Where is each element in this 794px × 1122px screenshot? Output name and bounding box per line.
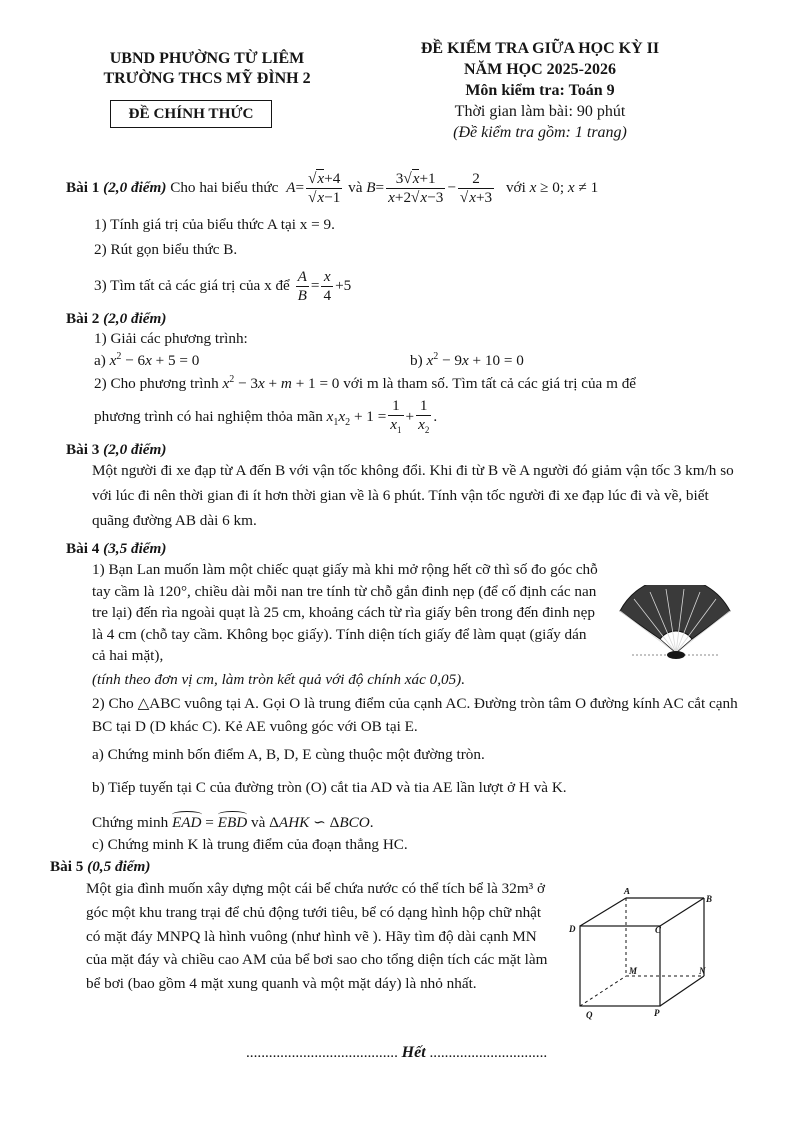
bai3-text: Một người đi xe đạp từ A đến B với vận tốc không đổi. Khi đi từ B về A người đó giảm vận tốc 3 km/h so với lúc đi nên thời gian đi ít hơn thời gian về là 6 phút. Tính vận tốc người đi xe đạp lúc đi và về, biết quãng đường AB dài 6 km.	[92, 462, 734, 529]
bai4-part1-note: (tính theo đơn vị cm, làm tròn kết quả với độ chính xác 0,05).	[92, 671, 466, 688]
end-dots-right: ...............................	[429, 1044, 548, 1061]
label-b: B	[706, 894, 713, 904]
bai5-title: Bài 5	[50, 858, 84, 875]
label-p: P	[654, 1008, 660, 1018]
expr-b-part1: $\frac{3√x+1}{x+2√x-3}$	[388, 170, 444, 207]
bai1-q3: 3) Tìm tất cả các giá trị của x để	[94, 277, 290, 294]
bai1-q2: 2) Rút gọn biểu thức B.	[94, 241, 238, 258]
bai1-intro-line: Bài 1 (2,0 điểm) Cho hai biểu thức A= $\frac{√x+4}{√x-1}$ và B= $\frac{3√x+1}{x+2√x-3}$ − $\frac{2}{√x+3}$ với x ≥ 0; x ≠ 1	[66, 170, 599, 207]
expr-b-part2: $\frac{2}{√x+3}$	[459, 170, 493, 207]
bai1-q1: 1) Tính giá trị của biểu thức A tại x = 9.	[94, 216, 335, 233]
school-year: NĂM HỌC 2025-2026	[464, 61, 616, 78]
label-a: A	[624, 888, 631, 896]
label-n: N	[699, 966, 706, 976]
bai1-cond: với	[505, 179, 526, 196]
bai2-q1b: b) $x^2 - 9x + 10 = 0$	[410, 351, 524, 370]
end-word: Hết	[401, 1044, 426, 1061]
duration: Thời gian làm bài: 90 phút	[454, 103, 626, 120]
official-label: ĐỀ CHÍNH THỨC	[128, 105, 254, 122]
label-m: M	[629, 966, 638, 976]
header-school: TRƯỜNG THCS MỸ ĐÌNH 2	[103, 70, 311, 87]
bai3-heading	[66, 441, 166, 459]
bai3-title: Bài 3	[66, 441, 100, 458]
bai4-title: Bài 4	[66, 540, 100, 557]
bai1-and: và	[348, 179, 363, 196]
bai2-points: (2,0 điểm)	[103, 310, 167, 327]
bai5-points: (0,5 điểm)	[87, 858, 151, 875]
expr-a: $\frac{√x+4}{√x-1}$	[308, 170, 341, 207]
bai2-q1a: a) $x^2 - 6x + 5 = 0$	[94, 351, 200, 370]
end-marker	[246, 1044, 547, 1062]
label-q: Q	[586, 1010, 593, 1020]
bai4-part2b-proof: Chứng minh EAD = EBD và ΔAHK ∽ ΔBCO.	[92, 814, 374, 831]
bai2-q2-line2: phương trình có hai nghiệm thỏa mãn $x_1x_2 + 1$ = $\frac{1}{x_1}$ + $\frac{1}{x_2}$ .	[94, 396, 438, 435]
end-dots-left: ........................................	[246, 1044, 398, 1061]
bai4-points: (3,5 điểm)	[103, 540, 167, 557]
bai4-part1-text: 1) Bạn Lan muốn làm một chiếc quạt giấy mà khi mở rộng hết cỡ thì số đo góc chỗ tay cầm là 120°, chiều dài mỗi nan tre tính từ chỗ gắn đinh nẹp (để cố định các nan tre lại) đến rìa ngoài quạt là 25 cm, khoảng cách từ rìa giấy bên trong đến đinh nẹp là 4 cm (chỗ tay cầm. Không bọc giấy). Tính diện tích giấy để làm quạt (giấy dán cả hai mặt),	[92, 561, 598, 664]
subject: Môn kiểm tra: Toán 9	[465, 82, 615, 99]
bai1-points: (2,0 điểm)	[103, 179, 167, 196]
bai1-q3-line: 3) Tìm tất cả các giá trị của x để $\frac{A}{B}$ = $\frac{x}{4}$ +5	[94, 268, 352, 305]
bai4-part2c: c) Chứng minh K là trung điểm của đoạn thẳng HC.	[92, 836, 408, 853]
bai2-heading	[66, 310, 166, 328]
bai5-text: Một gia đình muốn xây dựng một cái bể chứa nước có thể tích bể là 32m³ ở góc một khu trang trại để chủ động tưới tiêu, bể có dạng hình hộp chữ nhật có mặt đáy MNPQ là hình vuông (như hình vẽ ). Hãy tìm độ dài cạnh MN của mặt đáy và chiều cao AM của bể bơi sao cho tổng diện tích các mặt làm bể bơi (bao gồm 4 mặt xung quanh và một mặt dáy) là nhỏ nhất.	[86, 880, 548, 993]
bai1-title: Bài 1	[66, 179, 100, 196]
label-c: C	[655, 925, 662, 935]
label-d: D	[569, 924, 576, 934]
bai2-q2: 2) Cho phương trình $x^2 - 3x + m + 1 = 0$ với m là tham số. Tìm tất cả các giá trị của m để	[94, 374, 637, 393]
header-department: UBND PHƯỜNG TỪ LIÊM	[109, 50, 305, 67]
page-count-note: (Đề kiểm tra gồm: 1 trang)	[453, 124, 627, 141]
bai3-points: (2,0 điểm)	[103, 441, 167, 458]
bai4-part2b: b) Tiếp tuyến tại C của đường tròn (O) cắt tia AD và tia AE lần lượt ở H và K.	[92, 779, 567, 796]
bai2-title: Bài 2	[66, 310, 100, 327]
bai1-intro: Cho hai biểu thức	[170, 179, 279, 196]
bai2-q1: 1) Giải các phương trình:	[94, 330, 248, 347]
bai4-part2-text: 2) Cho △ABC vuông tại A. Gọi O là trung điểm của cạnh AC. Đường tròn tâm O đường kính AC cắt cạnh BC tại D (D khác C). Kẻ AE vuông góc với OB tại E.	[92, 695, 738, 735]
water-tank-figure	[566, 888, 716, 1030]
paper-fan-figure	[612, 585, 747, 665]
bai4-heading	[66, 540, 166, 558]
exam-title: ĐỀ KIỂM TRA GIỮA HỌC KỲ II	[420, 40, 660, 57]
bai4-part2a: a) Chứng minh bốn điểm A, B, D, E cùng thuộc một đường tròn.	[92, 746, 485, 763]
bai5-heading	[50, 858, 150, 876]
